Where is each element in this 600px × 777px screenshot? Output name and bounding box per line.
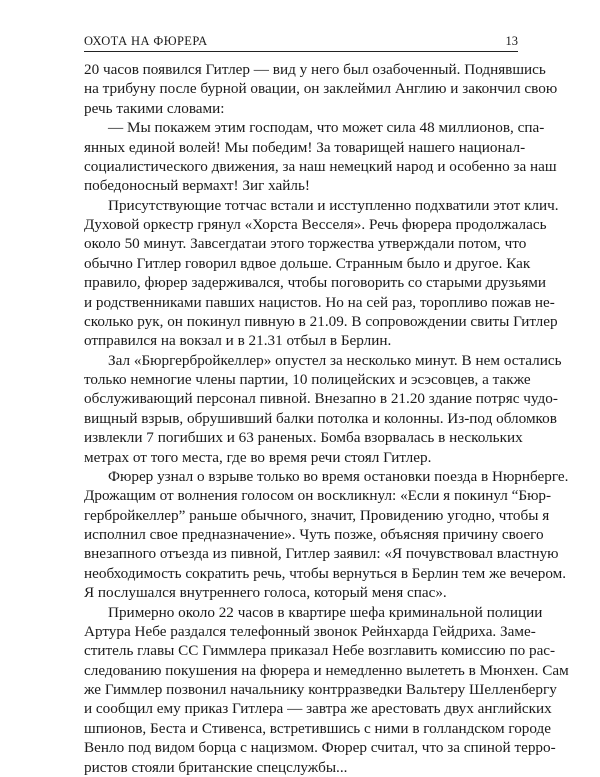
text-line: и сообщил ему приказ Гитлера — завтра же арестовать двух английских — [84, 700, 552, 718]
text-line: извлекли 7 погибших и 63 раненых. Бомба взорвалась в нескольких — [84, 429, 523, 447]
text-line: и родственниками павших нацистов. Но на сей раз, торопливо пожав не- — [84, 293, 555, 311]
text-line: сколько рук, он покинул пивную в 21.09. В сопровождении свиты Гитлер — [84, 312, 558, 330]
text-line: шпионов, Беста и Стивенса, встретившись с ними в голландском городе — [84, 719, 552, 737]
text-line: Я послушался внутреннего голоса, который меня спас». — [84, 584, 447, 602]
text-line: Присутствующие тотчас встали и исступленно подхватили этот клич. — [108, 196, 559, 214]
text-line: Венло под видом борца с нацизмом. Фюрер считал, что за спиной терро- — [84, 739, 556, 757]
text-line: обычно Гитлер говорил вдвое дольше. Странным было и другое. Как — [84, 254, 531, 272]
text-line: янных единой волей! Мы победим! За товарищей нашего национал- — [84, 138, 526, 156]
text-line: же Гиммлер позвонил начальнику контрразведки Вальтеру Шелленбергу — [84, 681, 557, 698]
text-line: Примерно около 22 часов в квартире шефа криминальной полиции — [108, 603, 543, 621]
text-line: гербройкеллер” раньше обычного, значит, Провидению угодно, чтобы я — [84, 506, 550, 524]
text-line: ристов стояли британские спецслужбы... — [84, 758, 348, 776]
text-line: речь такими словами: — [84, 99, 225, 117]
text-line: отправился на вокзал и в 21.31 отбыл в Берлин. — [84, 332, 392, 350]
text-line: — Мы покажем этим господам, что может сила 48 миллионов, спа- — [108, 119, 545, 137]
text-line: метрах от того места, где во время речи стоял Гитлер. — [84, 448, 432, 466]
text-line: Зал «Бюргербройкеллер» опустел за несколько минут. В нем остались — [108, 351, 562, 369]
text-line: социалистического движения, за наш немецкий народ и особенно за наш — [84, 157, 557, 175]
text-line: правило, фюрер задерживался, чтобы поговорить со старыми друзьями — [84, 274, 547, 292]
text-line: 20 часов появился Гитлер — вид у него был озабоченный. Поднявшись — [84, 61, 546, 78]
text-line: Дрожащим от волнения голосом он воскликнул: «Если я покинул “Бюр- — [84, 487, 552, 505]
text-line: внезапного отъезда из пивной, Гитлер заявил: «Я почувствовал властную — [84, 545, 559, 563]
text-line: победоносный вермахт! Зиг хайль! — [84, 177, 310, 195]
text-line: Духовой оркестр грянул «Хорста Весселя». Речь фюрера продолжалась — [84, 216, 547, 233]
text-line: обслуживающий персонал пивной. Внезапно в 21.20 здание потряс чудо- — [84, 390, 558, 408]
running-head — [84, 33, 518, 51]
text-line: Фюрер узнал о взрыве только во время остановки поезда в Нюрнберге. — [108, 467, 569, 485]
text-line: на трибуну после бурной овации, он заклеймил Англию и закончил свою — [84, 80, 558, 98]
text-line: вищный взрыв, обрушивший балки потолка и колонны. Из-под обломков — [84, 409, 557, 427]
header-rule — [84, 51, 518, 52]
text-line: только немногие члены партии, 10 полицейских и эсэсовцев, а также — [84, 371, 531, 388]
text-line: необходимость сократить речь, чтобы вернуться в Берлин тем же вечером. — [84, 564, 567, 582]
text-line: следованию покушения на фюрера и немедленно вылететь в Мюнхен. Сам — [84, 661, 569, 679]
text-line: около 50 минут. Завсегдатаи этого торжества утверждали потом, что — [84, 235, 527, 253]
page-number: 13 — [505, 34, 518, 48]
text-line: ститель главы СС Гиммлера приказал Небе возглавить комиссию по рас- — [84, 642, 556, 660]
text-line: Артура Небе раздался телефонный звонок Рейнхарда Гейдриха. Заме- — [84, 622, 536, 640]
body-text — [84, 60, 569, 777]
text-line: исполнил свое предназначение». Чуть позже, объясняя причину своего — [84, 526, 544, 543]
running-title: ОХОТА НА ФЮРЕРА — [84, 34, 208, 48]
